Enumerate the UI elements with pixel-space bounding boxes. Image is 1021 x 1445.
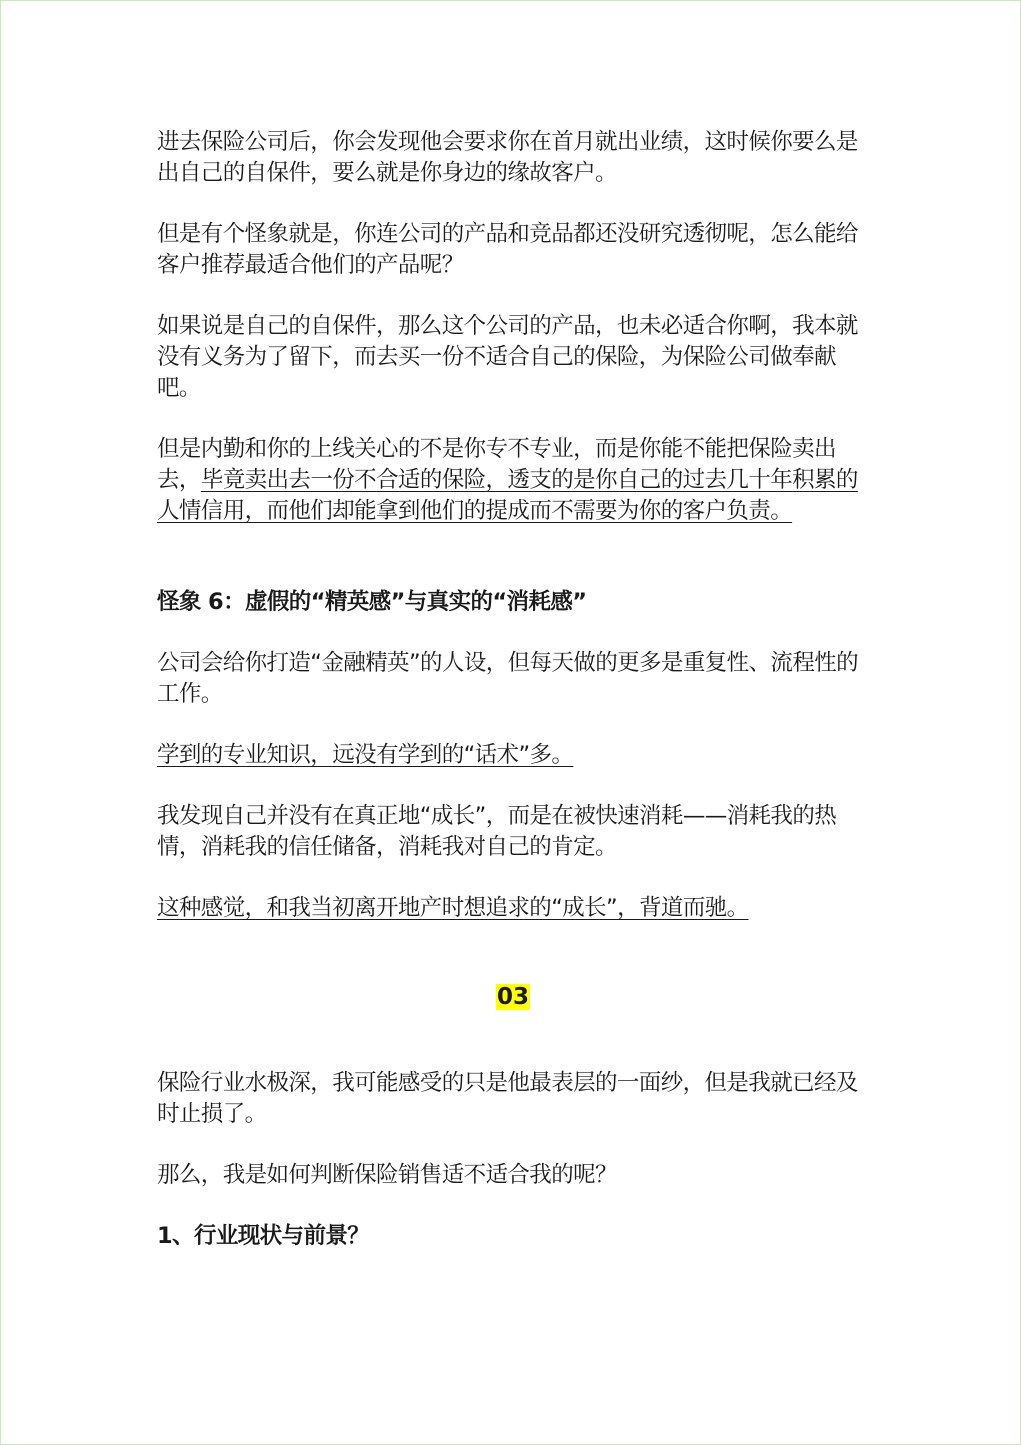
paragraph-internal-staff-underlined: 毕竟卖出去一份不合适的保险，透支的是你自己的过去几十年积累的人情信用，而他们却能拿到他们的提成而不需要为你的客户负责。 (157, 467, 858, 524)
section-number-03: 03 (496, 984, 529, 1010)
paragraph-scripts (157, 740, 869, 771)
paragraph-self-insurance: 如果说是自己的自保件，那么这个公司的产品，也未必适合你啊，我本就没有义务为了留下，而去买一份不适合自己的保险，为保险公司做奉献吧。 (157, 313, 858, 401)
paragraph-how-to-judge: 那么，我是如何判断保险销售适不适合我的呢？ (157, 1162, 617, 1188)
heading-industry-status: 1、行业现状与前景？ (157, 1223, 370, 1249)
paragraph-against-growth-underlined: 这种感觉，和我当初离开地产时想追求的“成长”，背道而驰。 (157, 895, 749, 921)
paragraph-against-growth (157, 893, 869, 924)
paragraph-first-month-performance: 进去保险公司后，你会发现他会要求你在首月就出业绩，这时候你要么是出自己的自保件，要么就是你身边的缘故客户。 (157, 129, 858, 186)
paragraph-stop-loss: 保险行业水极深，我可能感受的只是他最表层的一面纱，但是我就已经及时止损了。 (157, 1070, 858, 1127)
paragraph-internal-staff (157, 434, 869, 527)
paragraph-internal-staff-plain: 但是内勤和你的上线关心的不是你专不专业，而是你能不能把保险卖出去， (157, 436, 836, 493)
paragraph-finance-elite: 公司会给你打造“金融精英”的人设，但每天做的更多是重复性、流程性的工作。 (157, 650, 859, 707)
heading-oddity-6: 怪象 6：虚假的“精英感”与真实的“消耗感” (157, 589, 587, 615)
document-body (157, 127, 869, 1252)
paragraph-scripts-underlined: 学到的专业知识，远没有学到的“话术”多。 (157, 742, 574, 768)
paragraph-consumed: 我发现自己并没有在真正地“成长”，而是在被快速消耗——消耗我的热情，消耗我的信任储备，消耗我对自己的肯定。 (157, 803, 837, 860)
section-number-wrap (157, 984, 869, 1010)
paragraph-product-knowledge: 但是有个怪象就是，你连公司的产品和竞品都还没研究透彻呢，怎么能给客户推荐最适合他们的产品呢？ (157, 221, 858, 278)
